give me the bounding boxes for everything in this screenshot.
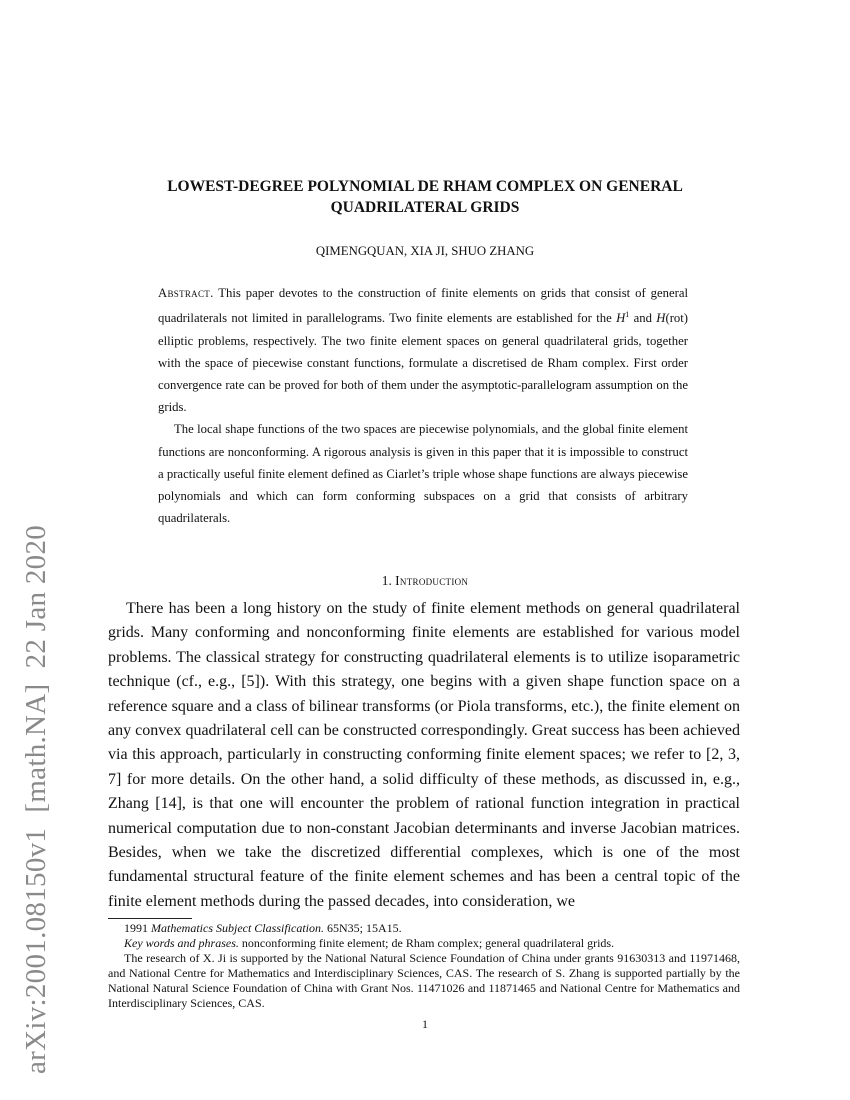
abstract-and: and [633,311,652,326]
footnote-keywords [108,936,740,951]
arxiv-id: arXiv:2001.08150v1 [20,827,52,1074]
msc-year: 1991 [124,921,148,935]
abstract-paragraph-2: The local shape functions of the two spaces are piecewise polynomials, and the global finite element functions are nonconforming. A rigorous analysis is given in this paper that it is impossible to construct a practically useful finite element defined as Ciarlet’s triple whose shape functions are always piecewise polynomials and which can form conforming subspaces on a grid that consists of arbitrary quadrilaterals. [158,422,688,526]
arxiv-category: [math.NA] [20,683,52,813]
abstract-paragraph-1 [158,282,688,418]
msc-label: Mathematics Subject Classification. [151,921,324,935]
abstract [158,282,688,529]
math-rot: (rot) [665,311,689,326]
abstract-label: Abstract. [158,286,214,300]
footnote-rule [108,918,192,919]
section-number: 1. [381,573,392,588]
introduction [108,597,740,914]
math-h-rot: H [656,311,666,326]
footnote-funding: The research of X. Ji is supported by the National Natural Science Foundation of China under grants 91630313 and 11971468, and National Centre for Mathematics and Interdisciplinary Sciences, CAS. The research of S. Zhang is supported partially by the National Natural Science Foundation of China with Grant Nos. 11471026 and 11871465 and National Centre for Mathematics and Interdisciplinary Sciences, CAS. [108,951,740,1010]
paper-authors: QIMENGQUAN, XIA JI, SHUO ZHANG [315,244,535,258]
footnote-msc [108,921,740,936]
abstract-text-1-rest: elliptic problems, respectively. The two finite element spaces on general quadrilateral grids, together with the space of piecewise constant functions, formulate a discretised de Rham complex. First order convergence rate can be proved for both of them under the asymptotic-parallelogram assumption on the grids. [158,333,688,415]
math-superscript: 1 [625,310,630,320]
keywords-value: nonconforming finite element; de Rham complex; general quadrilateral grids. [241,936,615,950]
math-h: H [616,311,626,326]
section-heading [120,573,730,589]
intro-paragraph: There has been a long history on the study of finite element methods on general quadrilateral grids. Many conforming and nonconforming finite elements are established for various model problems. The classical strategy for constructing quadrilateral elements is to utilize isoparametric technique (cf., e.g., [5]). With this strategy, one begins with a given shape function space on a reference square and a class of bilinear transforms (or Piola transforms, etc.), the finite element on any convex quadrilateral cell can be constructed correspondingly. Great success has been achieved via this approach, particularly in constructing conforming finite element spaces; we refer to [2, 3, 7] for more details. On the other hand, a solid difficulty of these methods, as discussed in, e.g., Zhang [14], is that one will encounter the problem of rational function integration in practical numerical computation due to non-constant Jacobian determinants and inverse Jacobian matrices. Besides, when we take the discretized differential complexes, which is one of the most fundamental structural feature of the finite element schemes and has been a central topic of the finite element methods during the passed decades, into consideration, we [108,600,740,910]
paper-title: LOWEST-DEGREE POLYNOMIAL DE RHAM COMPLEX ON GENERAL QUADRILATERAL GRIDS [167,178,683,216]
page-number: 1 [422,1017,428,1031]
arxiv-date: 22 Jan 2020 [20,524,52,669]
msc-value: 65N35; 15A15. [326,921,402,935]
abstract-text-1: This paper devotes to the construction of finite elements on grids that consist of general quadrilaterals not limited in parallelograms. Two finite elements are established for the [158,286,688,326]
keywords-label: Key words and phrases. [124,936,239,950]
footnotes [108,921,740,1011]
section-title: Introduction [395,573,469,588]
arxiv-sidebar [0,0,60,1100]
